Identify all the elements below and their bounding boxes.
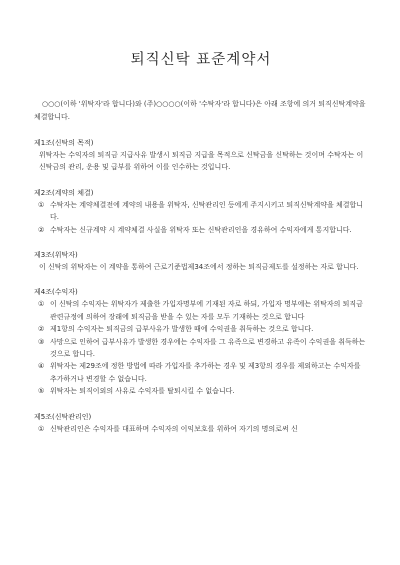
clause — [38, 323, 368, 335]
article-heading: 제3조(위탁자) — [34, 251, 78, 260]
clause-text: 이 신탁의 수익자는 위탁자가 제출한 가입자명부에 기재된 자로 하되, 가입자 명부에는 위탁자의 퇴직금 관련규정에 의하여 장래에 퇴직금을 받을 수 있는 자를 모두 기재하는 것으로 합니다 — [50, 300, 363, 321]
clause-text: 수탁자는 계약체결전에 계약의 내용을 위탁자, 신탁관리인 등에게 주지시키고 퇴직신탁계약을 체결합니다. — [50, 200, 364, 222]
clause-number: ② — [38, 325, 45, 334]
clause-text: 사망으로 인하여 급부사유가 발생한 경우에는 수익자를 그 유족으로 변경하고 유족이 수익권을 취득하는 것으로 합니다. — [50, 337, 366, 359]
article-heading: 제5조(신탁관리인) — [34, 412, 92, 421]
clause-text: 위탁자는 퇴직이외의 사유로 수익자를 탈퇴시킬 수 없습니다. — [50, 387, 235, 396]
article-2 — [34, 187, 368, 236]
clause — [38, 423, 368, 435]
article-heading: 제2조(계약의 체결) — [34, 188, 94, 197]
clause — [38, 199, 368, 224]
clause — [38, 336, 368, 361]
clause-text: 수탁자는 신규계약 시 계약체결 사실을 위탁자 또는 신탁관리인을 경유하여 수익자에게 통지합니다. — [50, 225, 352, 234]
article-1 — [34, 137, 368, 174]
clause-number: ① — [38, 200, 45, 209]
clause — [38, 360, 368, 385]
clause-list — [34, 199, 368, 236]
clause-text: 위탁자는 제29조에 정한 방법에 따라 가입자를 추가하는 경우 및 제3항의 경우를 제외하고는 수익자를 추가하거나 변경할 수 없습니다. — [50, 362, 361, 383]
clause-number: ① — [38, 300, 45, 309]
clause — [38, 224, 368, 236]
document-title: 퇴직신탁 표준계약서 — [130, 52, 272, 68]
clause-number: ⑤ — [38, 387, 45, 396]
article-3 — [34, 249, 368, 273]
article-5 — [34, 411, 368, 435]
clause-text: 신탁관리인은 수익자를 대표하며 수익자의 이익보호를 위하여 자기의 명의로써 신 — [50, 424, 298, 433]
article-body: 위탁자는 수익자의 퇴직금 지급사유 발생시 퇴직금 지급을 목적으로 신탁금을 신탁하는 것이며 수탁자는 이 신탁금의 관리, 운용 및 급부를 위하여 이를 인수하는 것입니다. — [39, 151, 364, 172]
article-body: 이 신탁의 위탁자는 이 계약을 통하여 근로기준법제34조에서 정하는 퇴직금제도를 설정하는 자로 합니다. — [39, 263, 359, 272]
clause — [38, 298, 368, 323]
clause-list — [34, 423, 368, 435]
clause-list — [34, 298, 368, 397]
clause-number: ④ — [38, 362, 45, 371]
clause — [38, 385, 368, 397]
article-4 — [34, 286, 368, 397]
article-heading: 제4조(수익자) — [34, 288, 78, 297]
clause-number: ② — [38, 225, 45, 234]
article-heading: 제1조(신탁의 목적) — [34, 139, 94, 147]
clause-text: 제1항의 수익자는 퇴직금의 급부사유가 발생한 때에 수익권을 취득하는 것으로 합니다. — [50, 325, 314, 334]
clause-number: ① — [38, 424, 45, 433]
clause-number: ③ — [38, 337, 45, 346]
intro-paragraph: ○○○(이하 '위탁자'라 합니다)와 (주)○○○○(이하 '수탁자'라 합니다)은 아래 조항에 의거 퇴직신탁계약을 체결합니다. — [34, 100, 366, 121]
